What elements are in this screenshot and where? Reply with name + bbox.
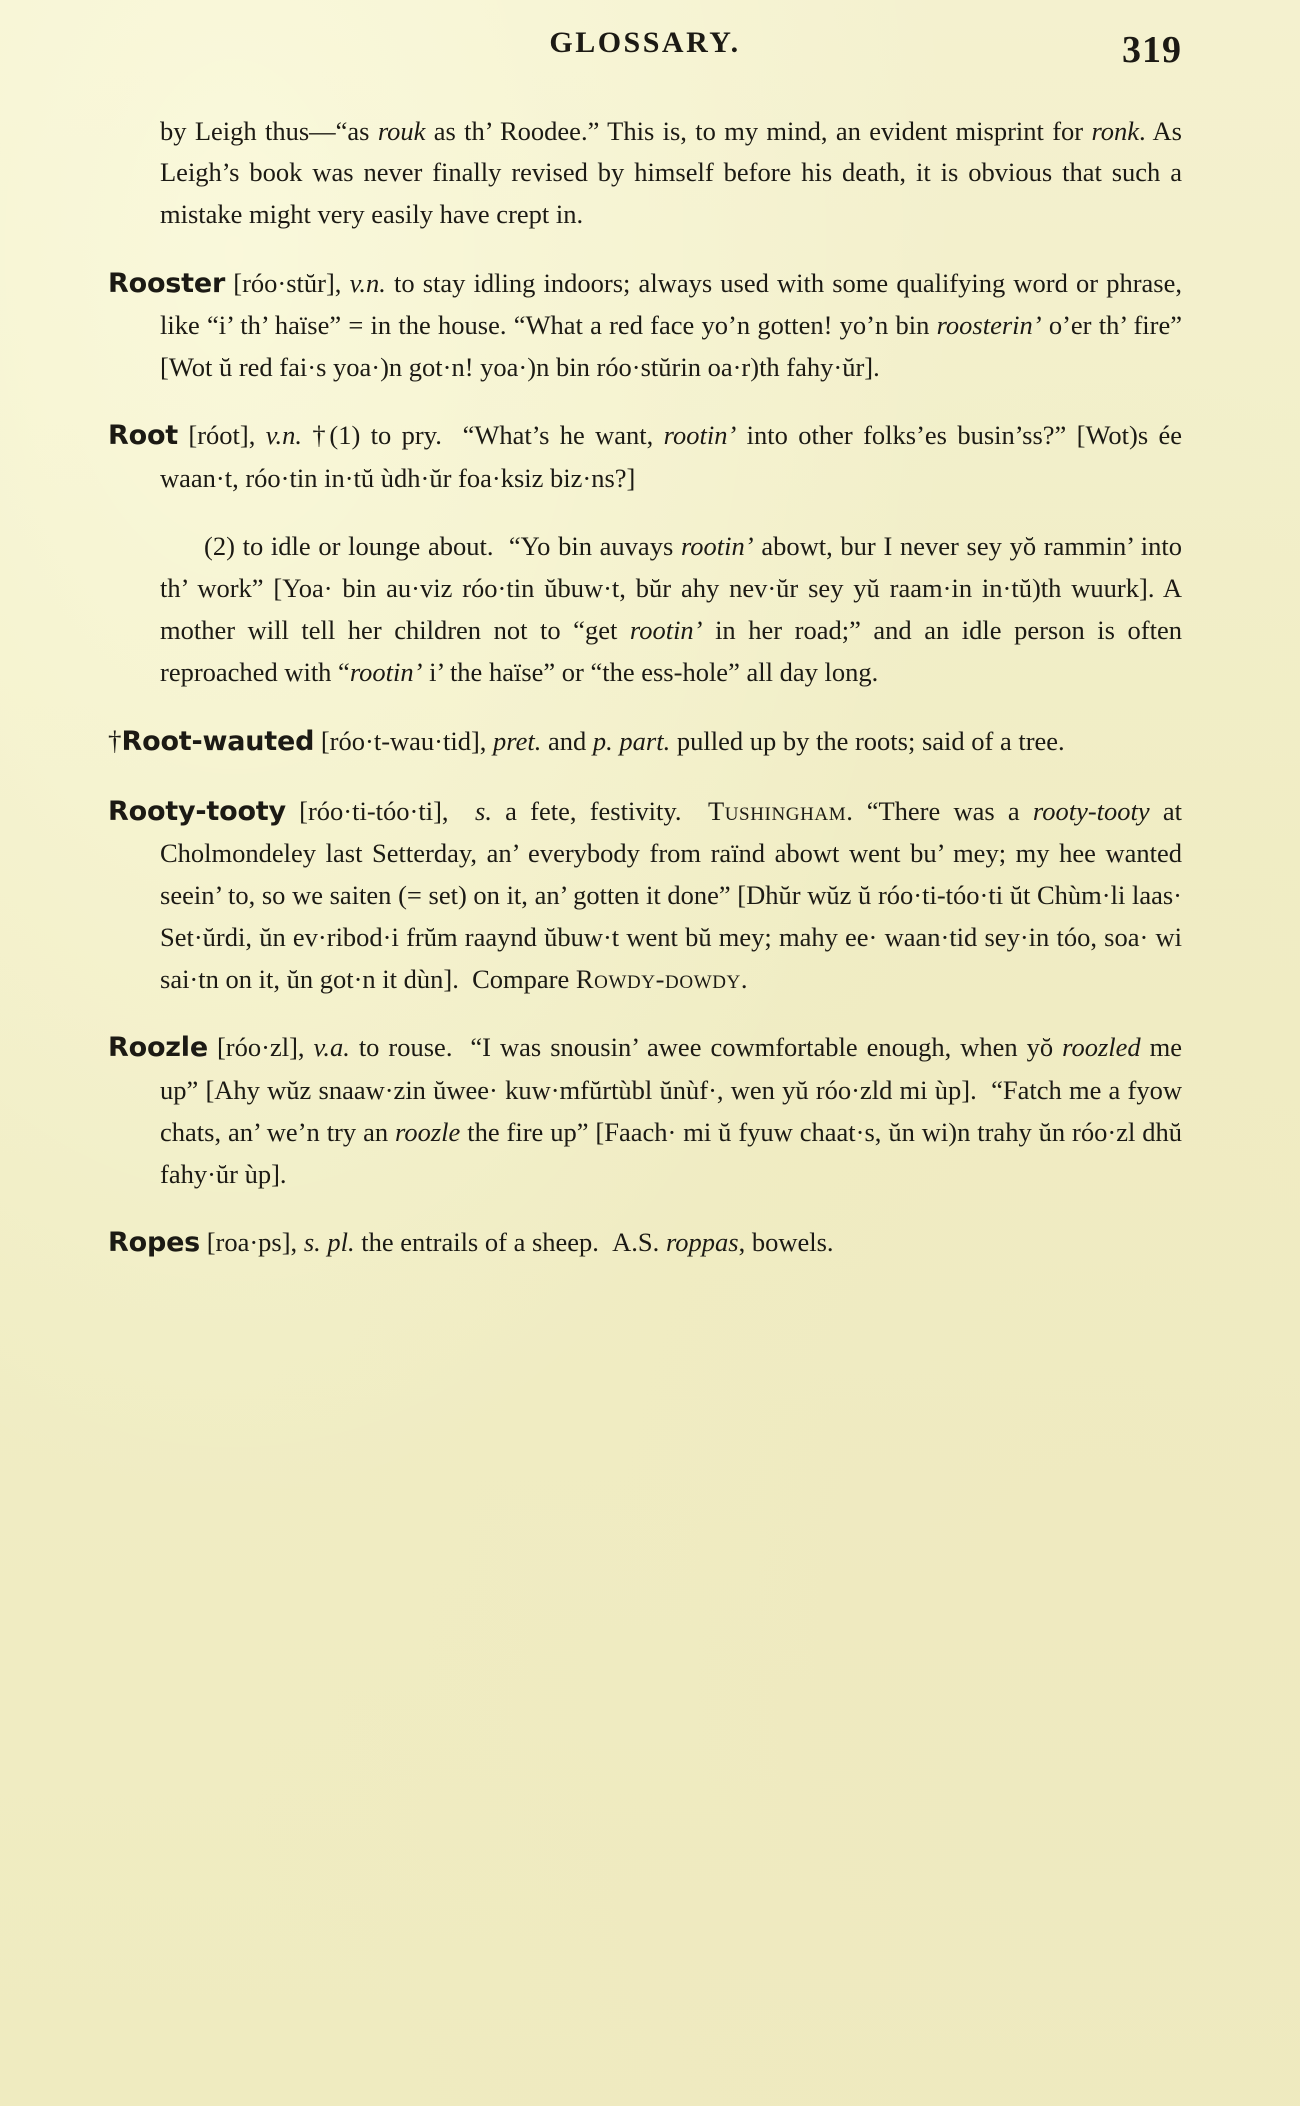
entry-definition: [roa·ps], s. pl. the entrails of a sheep. A.S. roppas, bowels. xyxy=(206,1226,834,1257)
continued-paragraph: by Leigh thus—“as rouk as th’ Roodee.” This is, to my mind, an evident misprint for ronk. As Leigh’s book was never finally revised by himself before his death, it is obvious that such a mistake might very easily have crept in. xyxy=(160,115,1182,230)
glossary-entry xyxy=(108,263,1182,389)
entry-definition: [róo·stŭr], v.n. to stay idling indoors; always used with some qualifying word or phrase, like “i’ th’ haïse” = in the house. “What a red face yo’n gotten! yo’n bin roosterin’ o’er th’ fire” [Wot ŭ red fai·s yoa·)n got·n! yoa·)n bin róo·stŭrin oa·r)th fahy·ŭr]. xyxy=(160,267,1182,383)
glossary-entry xyxy=(108,1027,1182,1195)
page-number: 319 xyxy=(1122,29,1182,71)
entry-definition: [róo·t-wau·tid], pret. and p. part. pulled up by the roots; said of a tree. xyxy=(320,726,1065,757)
page-title: GLOSSARY. xyxy=(549,26,741,59)
entry-headword: Rooty-tooty xyxy=(108,795,286,827)
page-body xyxy=(108,111,1182,1265)
entry-headword: Root-wauted xyxy=(121,726,315,758)
entry-headword: Rooster xyxy=(108,267,226,299)
entry-definition: [róo·zl], v.a. to rouse. “I was snousin’ awee cowmfortable enough, when yŏ roozled me up” [Ahy wŭz snaaw·zin ŭwee· kuw·mfŭrtùbl ŭnùf·, wen yŭ róo·zld mi ùp]. “Fatch me a fyow chats, an’ we’n try an roozle the fire up” [Faach· mi ŭ fyuw chaat·s, ŭn wi)n trahy ŭn róo·zl dhŭ fahy·ŭr ùp]. xyxy=(160,1032,1183,1189)
entry-text xyxy=(108,791,1182,1001)
entry-headword: Root xyxy=(108,420,178,452)
entry-text xyxy=(108,415,1182,500)
entry-dagger: † xyxy=(108,726,122,757)
glossary-entry xyxy=(108,1222,1182,1265)
glossary-entry xyxy=(108,415,1182,693)
page-header xyxy=(108,26,1182,84)
entry-text xyxy=(108,720,1182,764)
entry-definition: [róot], v.n. †(1) to pry. “What’s he want, rootin’ into other folks’es busin’ss?” [Wot)s ée waan·t, róo·tin in·tŭ ùdh·ŭr foa·ksiz biz·ns?] xyxy=(160,420,1183,494)
glossary-entry xyxy=(108,720,1182,764)
entry-text xyxy=(108,1027,1182,1195)
entry-headword: Roozle xyxy=(108,1032,208,1064)
entry-headword: Ropes xyxy=(108,1226,201,1258)
glossary-entry xyxy=(108,791,1182,1001)
entry-definition: [róo·ti-tóo·ti], s. a fete, festivity. Tushingham. “There was a rooty-tooty at Cholmondeley last Setterday, an’ everybody from raïnd abowt went bu’ mey; my hee wanted seein’ to, so we saiten (= set) on it, an’ gotten it done” [Dhŭr wŭz ŭ róo·ti-tóo·ti ŭt Chùm·li laas· Set·ŭrdi, ŭn ev·ribod·i frŭm raaynd ŭbuw·t went bŭ mey; mahy ee· waan·tid sey·in tóo, soa· wi sai·tn on it, ŭn got·n it dùn]. Compare Rowdy-dowdy. xyxy=(160,795,1183,994)
entry-subsense: (2) to idle or lounge about. “Yo bin auvays rootin’ abowt, bur I never sey yŏ rammin’ into th’ work” [Yoa· bin au·viz róo·tin ŭbuw·t, bŭr ahy nev·ŭr sey yŭ raam·in in·tŭ)th wuurk]. A mother will tell her children not to “get rootin’ in her road;” and an idle person is often reproached with “rootin’ i’ the haïse” or “the ess-hole” all day long. xyxy=(160,531,1182,688)
entry-text xyxy=(108,263,1182,389)
entry-text xyxy=(108,1222,1182,1265)
